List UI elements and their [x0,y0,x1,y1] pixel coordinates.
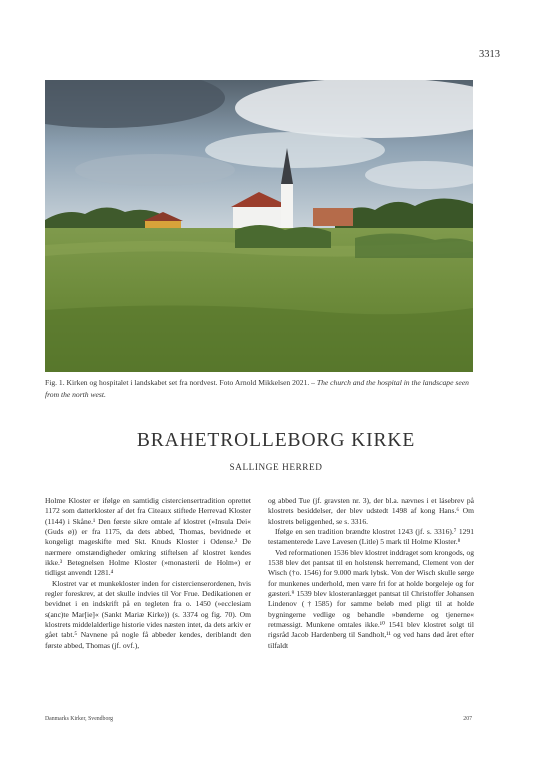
church-landscape-image [45,80,473,372]
landscape-photo [45,80,473,372]
caption-english: The church and the hospital in the landscape seen from the north west. [45,378,469,399]
footer-publication: Danmarks Kirker, Svendborg [45,716,114,722]
right-paragraph-3: Ved reformationen 1536 blev klostret inddraget som krongods, og 1538 blev det pantsat til en holstensk herremand, Clement von der Wisch (†o. 1546) for 9.000 mark lybsk. Von der Wisch skulle sørge for munkenes underhold, men være fri for at holde borgeleje og for gæsteri.⁹ 1539 blev klosteranlægget pantsat til Christoffer Johansen Lindenov (†1585) for samme beløb med pligt til at holde bygningerne vedlige og behandle »bønderne og tjenerne« retmæssigt. Munkene omtales ikke.¹⁰ 1541 blev klostret solgt til rigsråd Jacob Hardenberg til Sandholt,¹¹ og ved hans død året efter tilfaldt [268,547,474,650]
caption-danish: Fig. 1. Kirken og hospitalet i landskabet set fra nordvest. Foto Arnold Mikkelsen 2021. – [45,378,315,387]
figure-caption [45,377,475,400]
left-paragraph-2: Klostret var et munkekloster inden for cistercienserordenen, hvis regler foreskrev, at det skulle indvies til Vor Frue. Dedikationen er bevidnet i en indskrift på en tegleten fra o. 1450 (»ecclesiam s(anc)te Mar[ie]« (Sankt Mariæ Kirke)) (s. 3374 og fig. 70). Om klostrets middelalderlige historie vides næsten intet, da dets arkiv er gået tabt.⁵ Navnene på nogle få abbeder kendes, deriblandt den første abbed, Thomas (jf. ovf.), [45,578,251,650]
left-paragraph-1: Holme Kloster er ifølge en samtidig cisterciensertradition oprettet 1172 som datterkloster af det fra Citeaux stiftede Herrevad Kloster (1144) i Skåne.¹ Den første sikre omtale af klostret (»Insula Dei« (Guds ø)) er fra 1175, da dets abbed, Thomas, bevidnede et kongeligt mageskifte med Skt. Knuds Kloster i Odense.² De nærmere omstændigheder omkring stiftelsen af klostret kendes ikke.³ Betegnelsen Holme Kloster (»monasterii de Holm«) er tidligst anvendt 1281.⁴ [45,496,251,578]
right-column [268,496,474,651]
right-paragraph-1: og abbed Tue (jf. gravsten nr. 3), der bl.a. nævnes i et lásebrev på klostrets besiddelser, der blev udstedt 1498 af kong Hans.⁶ Om klostrets beliggenhed, se s. 3316. [268,496,474,526]
footer-page-number: 207 [463,716,472,722]
right-paragraph-2: Ifølge en sen tradition brændte klostret 1243 (jf. s. 3316).⁷ 1291 testamenterede Lave Lavesen (Litle) 5 mark til Holme Kloster.⁸ [268,527,474,547]
page-subtitle: SALLINGE HERRED [229,462,323,472]
page-title: BRAHETROLLEBORG KIRKE [136,430,416,451]
left-column [45,496,251,651]
page-number: 3313 [479,49,500,60]
